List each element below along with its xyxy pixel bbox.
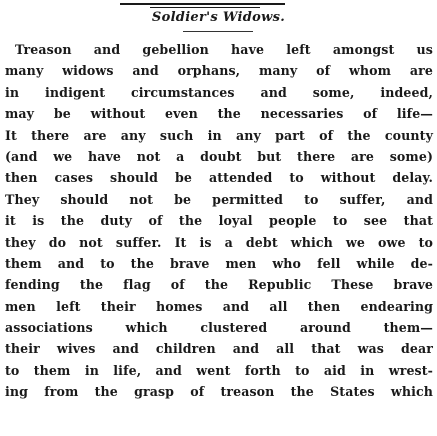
- top-rule: [120, 3, 285, 5]
- text-line-13: men left their homes and all then endearing: [5, 298, 433, 314]
- text-line-8: They should not be permitted to suffer, and: [5, 191, 433, 207]
- article-heading: Soldier's Widows.: [151, 10, 286, 25]
- text-line-16: to them in life, and went forth to aid in wrest-: [5, 362, 433, 378]
- text-line-14: associations which clustered around them—: [5, 320, 433, 336]
- text-line-7: then cases should be attended to without delay.: [5, 170, 433, 186]
- text-line-10: they do not suffer. It is a debt which we owe to: [5, 234, 433, 250]
- text-line-6: (and we have not a doubt but there are some): [5, 148, 433, 164]
- text-line-2: many widows and orphans, many of whom are: [5, 63, 433, 79]
- text-line-15: their wives and children and all that was dear: [5, 341, 433, 357]
- text-line-5: It there are any such in any part of the county: [5, 127, 433, 143]
- text-line-3: in indigent circumstances and some, indeed,: [5, 84, 433, 100]
- article-body: [5, 39, 433, 403]
- text-line-4: may be without even the necessaries of life—: [5, 106, 433, 122]
- heading-rule: [183, 31, 253, 32]
- text-line-11: them and to the brave men who fell while de-: [5, 255, 433, 271]
- text-line-1: Treason and gebellion have left amongst us: [15, 42, 433, 57]
- top-rule-thin: [150, 7, 260, 8]
- text-line-12: fending the flag of the Republic These brave: [5, 277, 433, 293]
- text-line-9: it is the duty of the loyal people to see that: [5, 213, 433, 229]
- text-line-17: ing from the grasp of treason the States which: [5, 384, 433, 400]
